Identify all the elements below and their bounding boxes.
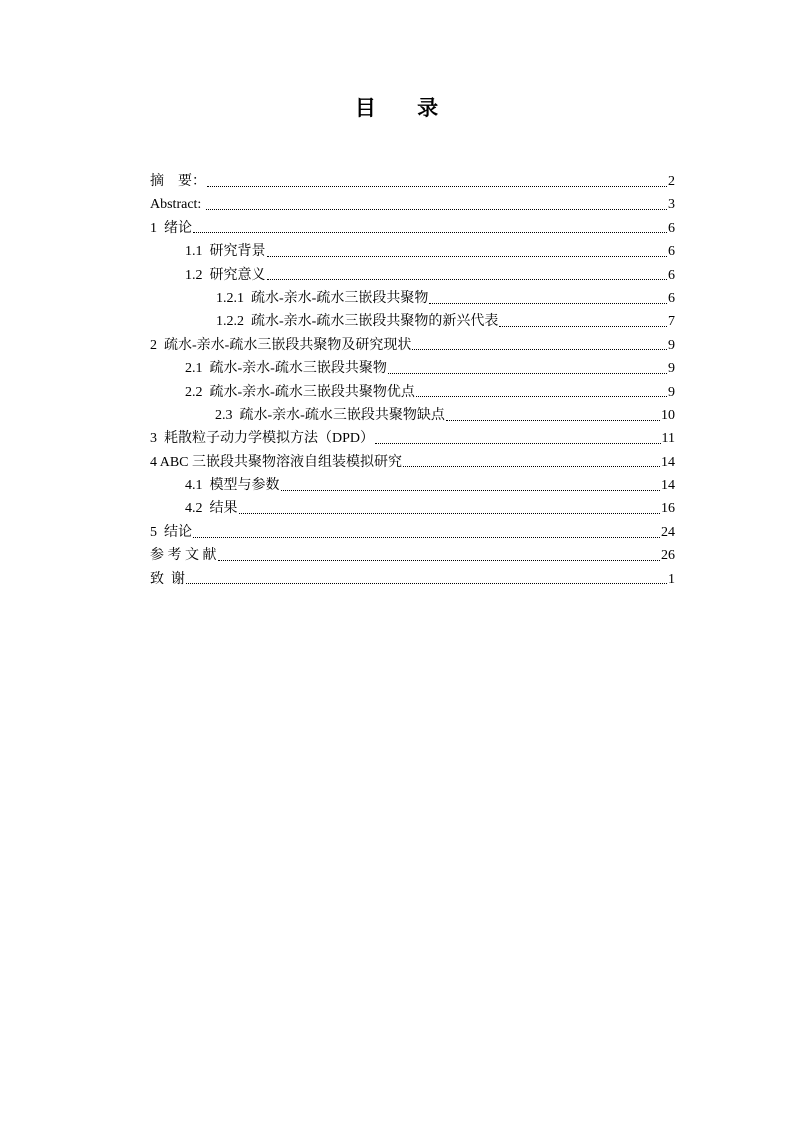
toc-entry-label: 参 考 文 献	[150, 548, 217, 564]
toc-entry-section-1-2[interactable]	[150, 264, 675, 287]
toc-entry-label: 1.2 研究意义	[185, 267, 266, 283]
toc-entry-page: 6	[668, 267, 675, 283]
toc-entry-page: 6	[668, 290, 675, 306]
page-title: 目 录	[354, 96, 457, 120]
toc-leader-dots	[403, 455, 660, 469]
toc-leader-dots	[218, 549, 661, 563]
toc-entry-label: 2.3 疏水-亲水-疏水三嵌段共聚物缺点	[215, 407, 445, 423]
toc-entry-label: 摘 要：	[150, 174, 206, 189]
toc-entry-page: 6	[668, 244, 675, 260]
toc-entry-section-2-2[interactable]	[150, 381, 675, 404]
toc-entry-page: 1	[668, 571, 675, 587]
toc-leader-dots	[412, 338, 667, 352]
toc-leader-dots	[186, 572, 667, 586]
toc-leader-dots	[388, 362, 667, 376]
toc-entry-label: 1.2.1 疏水-亲水-疏水三嵌段共聚物	[216, 290, 429, 306]
toc-entry-label: 4.1 模型与参数	[185, 478, 280, 494]
toc-leader-dots	[206, 198, 667, 212]
toc-entry-label: 1.2.2 疏水-亲水-疏水三嵌段共聚物的新兴代表	[216, 314, 499, 330]
toc-entry-page: 26	[661, 548, 675, 564]
toc-leader-dots	[499, 315, 667, 329]
toc-leader-dots	[239, 502, 661, 516]
toc-entry-section-1-2-2[interactable]	[150, 310, 675, 333]
toc-entry-chapter-2[interactable]	[150, 334, 675, 357]
toc-entry-chapter-5[interactable]	[150, 521, 675, 544]
toc-entry-abstract-cn[interactable]	[150, 170, 675, 193]
toc-entry-section-1-2-1[interactable]	[150, 287, 675, 310]
toc-entry-page: 7	[668, 314, 675, 330]
toc-entry-page: 3	[668, 197, 675, 213]
toc-leader-dots	[416, 385, 667, 399]
toc-entry-section-4-1[interactable]	[150, 474, 675, 497]
toc-entry-label: 4.2 结果	[185, 501, 238, 517]
toc-entry-section-2-1[interactable]	[150, 357, 675, 380]
toc-entry-page: 6	[668, 220, 675, 236]
toc-entry-label: Abstract:	[150, 197, 205, 213]
toc-entry-chapter-3[interactable]	[150, 427, 675, 450]
toc-entry-abstract-en[interactable]	[150, 193, 675, 216]
toc-entry-section-2-3[interactable]	[150, 404, 675, 427]
toc-entry-page: 9	[668, 384, 675, 400]
toc-entry-chapter-4[interactable]	[150, 451, 675, 474]
toc-leader-dots	[267, 268, 668, 282]
toc-entry-page: 9	[668, 337, 675, 353]
toc-entry-page: 16	[661, 501, 675, 517]
toc-leader-dots	[207, 175, 667, 189]
toc-entry-label: 1.1 研究背景	[185, 244, 266, 260]
toc-entry-label: 2 疏水-亲水-疏水三嵌段共聚物及研究现状	[150, 337, 412, 353]
toc-entry-label: 4 ABC 三嵌段共聚物溶液自组装模拟研究	[150, 454, 403, 470]
toc-entry-section-1-1[interactable]	[150, 240, 675, 263]
toc-entry-page: 24	[661, 524, 675, 540]
toc-leader-dots	[281, 479, 661, 493]
toc-entry-label: 1 绪论	[150, 220, 192, 236]
toc-entry-section-4-2[interactable]	[150, 497, 675, 520]
toc-entry-page: 9	[668, 361, 675, 377]
toc-entry-page: 14	[661, 454, 675, 470]
toc-entry-page: 10	[661, 407, 675, 423]
toc-entry-page: 11	[661, 431, 675, 447]
toc-entry-page: 14	[661, 478, 675, 494]
toc-leader-dots	[375, 432, 661, 446]
toc-entry-label: 5 结论	[150, 524, 192, 540]
toc-entry-label: 3 耗散粒子动力学模拟方法（DPD）	[150, 431, 375, 447]
toc-leader-dots	[429, 292, 667, 306]
table-of-contents	[150, 170, 675, 591]
toc-entry-acknowledgements[interactable]	[150, 568, 675, 591]
toc-entry-chapter-1[interactable]	[150, 217, 675, 240]
toc-leader-dots	[446, 409, 660, 423]
toc-leader-dots	[193, 526, 660, 540]
toc-entry-page: 2	[668, 174, 675, 189]
toc-entry-label: 2.2 疏水-亲水-疏水三嵌段共聚物优点	[185, 384, 415, 400]
toc-entry-label: 2.1 疏水-亲水-疏水三嵌段共聚物	[185, 361, 387, 377]
toc-leader-dots	[193, 221, 667, 235]
toc-entry-references[interactable]	[150, 544, 675, 567]
toc-leader-dots	[267, 245, 668, 259]
toc-entry-label: 致 谢	[150, 571, 185, 587]
